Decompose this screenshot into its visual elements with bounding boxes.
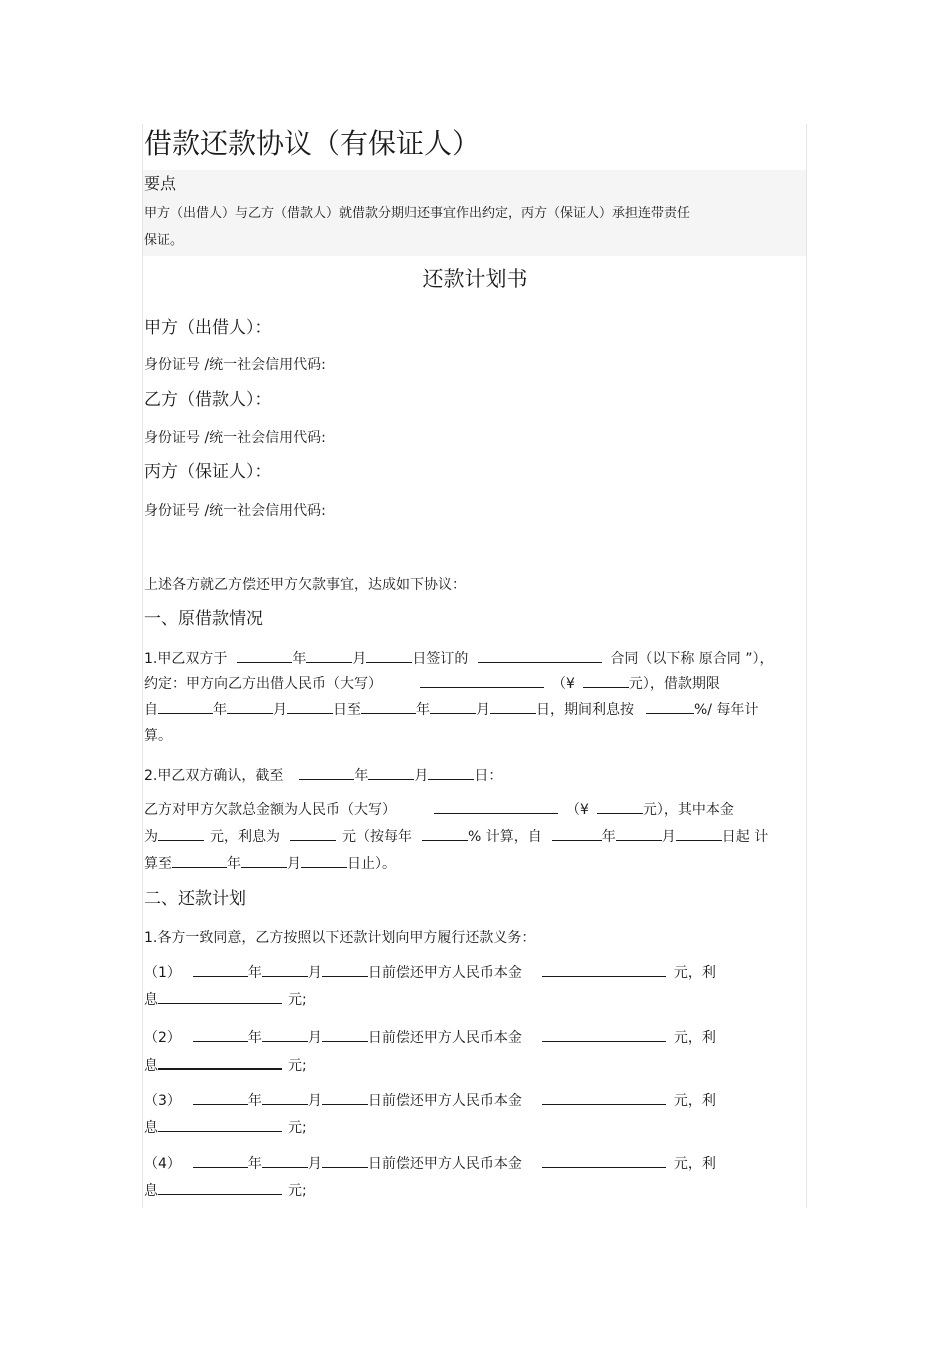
blank-field[interactable] xyxy=(646,699,694,714)
party-c-id-label: 身份证号 /统一社会信用代码: xyxy=(144,503,326,519)
blank-field[interactable] xyxy=(322,1027,368,1042)
blank-field[interactable] xyxy=(262,962,308,977)
clause-text: 元，利 xyxy=(673,1093,716,1109)
clause-text: 日起 计 xyxy=(721,829,769,845)
blank-field[interactable] xyxy=(193,962,248,977)
clause-text: 月 xyxy=(307,1156,322,1172)
clause-text: 元），借款期限 xyxy=(628,676,720,692)
blank-field[interactable] xyxy=(262,1027,308,1042)
clause-text: 日签订的 xyxy=(412,651,469,667)
blank-field[interactable] xyxy=(193,1027,248,1042)
blank-field[interactable] xyxy=(552,826,602,841)
clause-text: 年 xyxy=(601,829,616,845)
blank-field[interactable] xyxy=(158,1117,282,1132)
clause-text: 元），其中本金 xyxy=(642,802,734,818)
clause-text: 月 xyxy=(307,1093,322,1109)
plan-item-number: （2） xyxy=(144,1030,181,1046)
blank-field[interactable] xyxy=(193,1090,248,1105)
blank-field[interactable] xyxy=(237,648,292,663)
blank-field[interactable] xyxy=(583,673,629,688)
document-title: 借款还款协议（有保证人） xyxy=(144,127,481,160)
clause-text: 元; xyxy=(288,1120,307,1136)
clause-text: 合同（以下称 原合同 ”）， xyxy=(610,651,774,667)
intro-text: 上述各方就乙方偿还甲方欠款事宜，达成如下协议： xyxy=(144,577,466,593)
blank-field[interactable] xyxy=(542,1090,666,1105)
clause-text: 日： xyxy=(474,768,503,784)
clause-text: 年 xyxy=(247,1030,262,1046)
blank-field[interactable] xyxy=(322,1153,368,1168)
blank-field[interactable] xyxy=(193,1153,248,1168)
clause-text: 息 xyxy=(144,1120,158,1136)
clause-text: 月 xyxy=(476,702,490,718)
plan-item-number: （3） xyxy=(144,1093,181,1109)
summary-heading: 要点 xyxy=(144,174,177,193)
plan-item-line-2 xyxy=(144,989,307,1010)
clause-text: 年 xyxy=(227,856,241,872)
blank-field[interactable] xyxy=(542,1027,666,1042)
blank-field[interactable] xyxy=(434,799,558,814)
blank-field[interactable] xyxy=(368,765,414,780)
clause-text: 年 xyxy=(292,651,307,667)
clause-text: 乙方对甲方欠款总金额为人民币（大写） xyxy=(144,802,396,818)
clause-text: 年 xyxy=(247,1093,262,1109)
plan-item-line-2 xyxy=(144,1180,307,1201)
clause-text: 息 xyxy=(144,992,158,1008)
blank-field[interactable] xyxy=(306,648,352,663)
blank-field[interactable] xyxy=(322,1090,368,1105)
blank-field[interactable] xyxy=(172,853,227,868)
clause-text: 元，利 xyxy=(673,1030,716,1046)
blank-field[interactable] xyxy=(158,1180,282,1195)
clause-text: （¥ xyxy=(552,676,575,692)
clause-text: 月 xyxy=(307,965,322,981)
blank-field[interactable] xyxy=(158,826,204,841)
clause-text: 月 xyxy=(287,856,301,872)
blank-field[interactable] xyxy=(428,765,474,780)
clause-text: 日至 xyxy=(333,702,361,718)
clause-text: 元，利息为 xyxy=(210,829,280,845)
clause-text: 为 xyxy=(144,829,158,845)
clause-text: 月 xyxy=(414,768,429,784)
clause-text: 元; xyxy=(288,1183,307,1199)
blank-field[interactable] xyxy=(158,699,213,714)
clause-text: 日前偿还甲方人民币本金 xyxy=(367,1030,522,1046)
party-a-id-label: 身份证号 /统一社会信用代码: xyxy=(144,357,326,373)
blank-field[interactable] xyxy=(597,799,643,814)
clause-text: 年 xyxy=(247,965,262,981)
summary-text-line1: 甲方（出借人）与乙方（借款人）就借款分期归还事宜作出约定，丙方（保证人）承担连带责任 xyxy=(144,206,691,221)
clause-text: 元，利 xyxy=(673,1156,716,1172)
clause-text: 息 xyxy=(144,1058,158,1074)
plan-item-number: （1） xyxy=(144,965,181,981)
blank-field[interactable] xyxy=(227,699,273,714)
clause-text: % 计算，自 xyxy=(468,829,542,845)
blank-field[interactable] xyxy=(478,648,602,663)
clause-text: %/ 每年计 xyxy=(694,702,759,718)
blank-field[interactable] xyxy=(287,699,333,714)
section-2-heading: 二、还款计划 xyxy=(144,889,246,909)
blank-field[interactable] xyxy=(262,1090,308,1105)
clause-1-line-1 xyxy=(144,648,774,669)
plan-item-line-1 xyxy=(144,962,716,983)
clause-2-line xyxy=(144,765,502,786)
blank-field[interactable] xyxy=(322,962,368,977)
party-b-id-label: 身份证号 /统一社会信用代码: xyxy=(144,430,326,446)
blank-field[interactable] xyxy=(366,648,412,663)
clause-1-line-3 xyxy=(144,699,758,720)
blank-field[interactable] xyxy=(299,765,354,780)
clause-text: 年 xyxy=(416,702,430,718)
clause-1-line-4: 算。 xyxy=(144,728,172,744)
blank-field[interactable] xyxy=(490,699,536,714)
plan-item-line-1 xyxy=(144,1027,716,1048)
plan-title: 还款计划书 xyxy=(422,267,528,291)
blank-field[interactable] xyxy=(542,962,666,977)
clause-text: 自 xyxy=(144,702,158,718)
principal-interest-line xyxy=(144,826,768,847)
plan-item-line-1 xyxy=(144,1090,716,1111)
clause-text: 约定：甲方向乙方出借人民币（大写） xyxy=(144,676,382,692)
plan-item-line-1 xyxy=(144,1153,716,1174)
blank-field[interactable] xyxy=(422,826,468,841)
clause-text: 年 xyxy=(354,768,369,784)
clause-text: 月 xyxy=(661,829,676,845)
section-1-heading: 一、原借款情况 xyxy=(144,609,263,629)
clause-text: （¥ xyxy=(566,802,589,818)
clause-text: 2.甲乙双方确认，截至 xyxy=(144,768,284,784)
clause-text: 元，利 xyxy=(673,965,716,981)
blank-field[interactable] xyxy=(262,1153,308,1168)
plan-item-line-2 xyxy=(144,1117,307,1138)
interest-period-line xyxy=(144,853,396,874)
plan-item-number: （4） xyxy=(144,1156,181,1172)
clause-text: 月 xyxy=(352,651,367,667)
blank-field[interactable] xyxy=(301,853,347,868)
blank-field[interactable] xyxy=(676,826,722,841)
clause-text: 月 xyxy=(273,702,287,718)
clause-text: 元; xyxy=(288,992,307,1008)
plan-intro-text: 1.各方一致同意，乙方按照以下还款计划向甲方履行还款义务： xyxy=(144,930,536,946)
clause-text: 日，期间利息按 xyxy=(536,702,634,718)
party-a-label: 甲方（出借人）： xyxy=(144,318,272,338)
clause-1-line-2 xyxy=(144,673,720,694)
clause-text: 息 xyxy=(144,1183,158,1199)
blank-field[interactable] xyxy=(542,1153,666,1168)
clause-text: 元（按每年 xyxy=(342,829,412,845)
clause-text: 日前偿还甲方人民币本金 xyxy=(367,1156,522,1172)
blank-field[interactable] xyxy=(158,1054,282,1070)
clause-text: 月 xyxy=(307,1030,322,1046)
blank-field[interactable] xyxy=(361,699,416,714)
summary-text-line2: 保证。 xyxy=(144,233,184,248)
clause-text: 1.甲乙双方于 xyxy=(144,651,228,667)
clause-text: 日前偿还甲方人民币本金 xyxy=(367,1093,522,1109)
clause-text: 日止）。 xyxy=(347,856,396,872)
blank-field[interactable] xyxy=(430,699,476,714)
clause-text: 日前偿还甲方人民币本金 xyxy=(367,965,522,981)
blank-field[interactable] xyxy=(158,989,282,1004)
blank-field[interactable] xyxy=(616,826,662,841)
blank-field[interactable] xyxy=(420,673,544,688)
party-b-label: 乙方（借款人）： xyxy=(144,390,272,410)
blank-field[interactable] xyxy=(241,853,287,868)
blank-field[interactable] xyxy=(290,826,336,841)
party-c-label: 丙方（保证人）： xyxy=(144,462,272,482)
plan-item-line-2 xyxy=(144,1054,307,1076)
clause-text: 年 xyxy=(247,1156,262,1172)
clause-text: 年 xyxy=(213,702,227,718)
clause-text: 元; xyxy=(288,1058,307,1074)
clause-text: 算至 xyxy=(144,856,172,872)
debt-total-line xyxy=(144,799,734,820)
